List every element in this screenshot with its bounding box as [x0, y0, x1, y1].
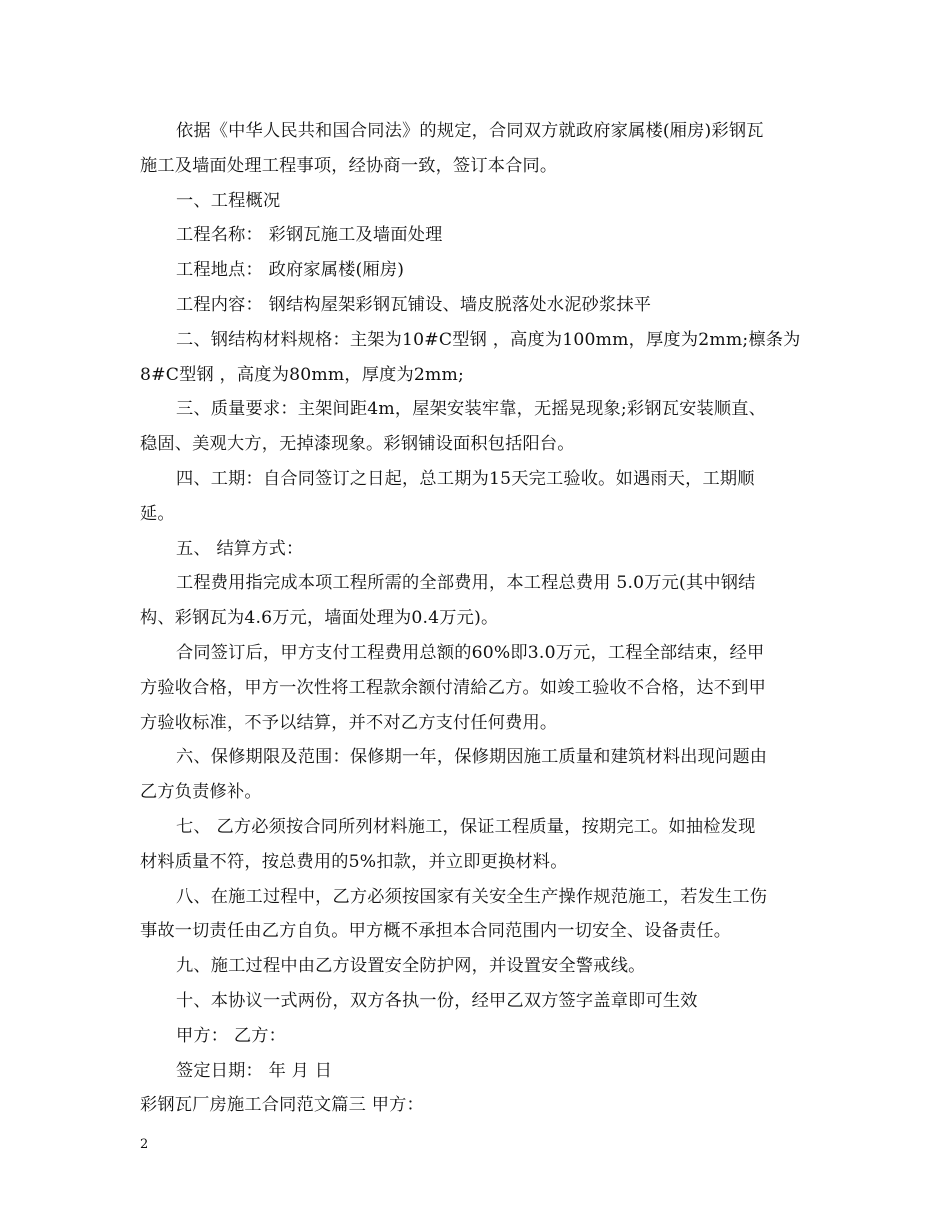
page-number: 2 — [140, 1137, 149, 1152]
paragraph-line: 依据《中华人民共和国合同法》的规定，合同双方就政府家属楼(厢房)彩钢瓦 — [176, 121, 764, 141]
project-location-line: 工程地点： 政府家属楼(厢房) — [176, 260, 405, 281]
project-content-line: 工程内容： 钢结构屋架彩钢瓦铺设、墙皮脱落处水泥砂浆抹平 — [176, 294, 652, 315]
paragraph-line: 九、施工过程中由乙方设置安全防护网，并设置安全警戒线。 — [176, 956, 646, 977]
paragraph-line: 稳固、美观大方，无掉漆现象。彩钢铺设面积包括阳台。 — [140, 434, 575, 455]
paragraph-line: 工程费用指完成本项工程所需的全部费用，本工程总费用 5.0万元(其中钢结 — [176, 573, 756, 594]
document-body — [140, 114, 816, 1123]
signature-parties-line: 甲方： 乙方： — [176, 1025, 286, 1046]
paragraph-line: 二、钢结构材料规格：主架为10#C型钢 ，高度为100mm，厚度为2mm;檩条为 — [176, 329, 801, 350]
paragraph-line: 四、工期：自合同签订之日起，总工期为15天完工验收。如遇雨天，工期顺 — [176, 468, 755, 489]
project-name-line: 工程名称： 彩钢瓦施工及墙面处理 — [176, 225, 443, 246]
paragraph-line: 延。 — [140, 503, 175, 524]
paragraph-line: 合同签订后，甲方支付工程费用总额的60%即3.0万元，工程全部结束，经甲 — [176, 642, 765, 663]
paragraph-line: 施工及墙面处理工程事项，经协商一致，签订本合同。 — [140, 155, 558, 176]
paragraph-line: 乙方负责修补。 — [140, 782, 262, 803]
paragraph-line: 事故一切责任由乙方自负。甲方概不承担本合同范围内一切安全、设备责任。 — [140, 921, 732, 942]
paragraph-line: 方验收合格，甲方一次性将工程款余额付清給乙方。如竣工验收不合格，达不到甲 — [140, 677, 766, 698]
paragraph-line: 方验收标准，不予以结算，并不对乙方支付任何费用。 — [140, 712, 558, 733]
signing-date-line: 签定日期： 年 月 日 — [176, 1060, 333, 1081]
paragraph-line: 十、本协议一式两份，双方各执一份，经甲乙双方签字盖章即可生效 — [176, 990, 698, 1011]
paragraph-line: 8#C型钢 ，高度为80mm，厚度为2mm; — [140, 364, 465, 385]
paragraph-line: 六、保修期限及范围：保修期一年，保修期因施工质量和建筑材料出现问题由 — [176, 747, 768, 768]
paragraph-line: 七、 乙方必须按合同所列材料施工，保证工程质量，按期完工。如抽检发现 — [176, 816, 756, 837]
section-heading: 五、 结算方式： — [176, 538, 304, 559]
next-section-title: 彩钢瓦厂房施工合同范文篇三 甲方： — [140, 1095, 424, 1116]
paragraph-line: 材料质量不符，按总费用的5%扣款，并立即更换材料。 — [140, 851, 568, 872]
paragraph-line: 构、彩钢瓦为4.6万元，墙面处理为0.4万元)。 — [140, 608, 499, 629]
section-heading: 一、工程概况 — [176, 190, 281, 211]
paragraph-line: 八、在施工过程中，乙方必须按国家有关安全生产操作规范施工，若发生工伤 — [176, 886, 768, 907]
paragraph-line: 三、质量要求：主架间距4m，屋架安装牢靠，无摇晃现象;彩钢瓦安装顺直、 — [176, 399, 767, 420]
